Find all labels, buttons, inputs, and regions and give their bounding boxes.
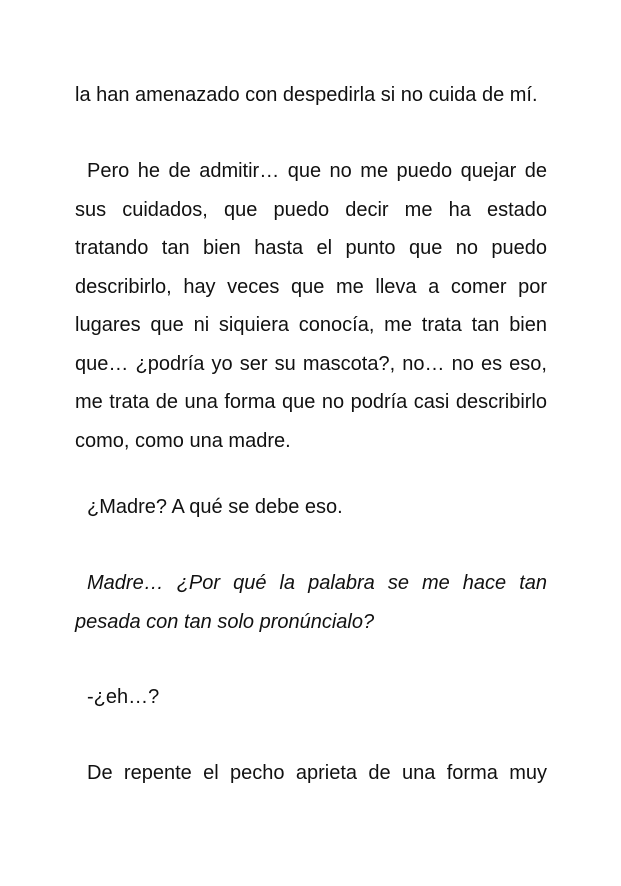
paragraph-dialogue: -¿eh…? [87,686,160,708]
paragraph-inner-thought: Madre… ¿Por qué la palabra se me hace tan pesada con tan solo pronúncialo? [75,572,547,633]
paragraph-care: Pero he de admitir… que no me puedo quejar de sus cuidados, que puedo decir me ha estado tratando tan bien hasta el punto que no puedo describirlo, hay veces que me lleva a comer por lugares que ni siquiera conocía, me trata tan bien que… ¿podría yo ser su mascota?, no… no es eso, me trata de una forma que no podría casi describirlo como, como una madre. [75,160,547,452]
paragraph-madre-question: ¿Madre? A qué se debe eso. [87,496,343,518]
paragraph-chest: De repente el pecho aprieta de una forma muy [87,762,547,784]
paragraph-continuation: la han amenazado con despedirla si no cuida de mí. [75,84,538,106]
